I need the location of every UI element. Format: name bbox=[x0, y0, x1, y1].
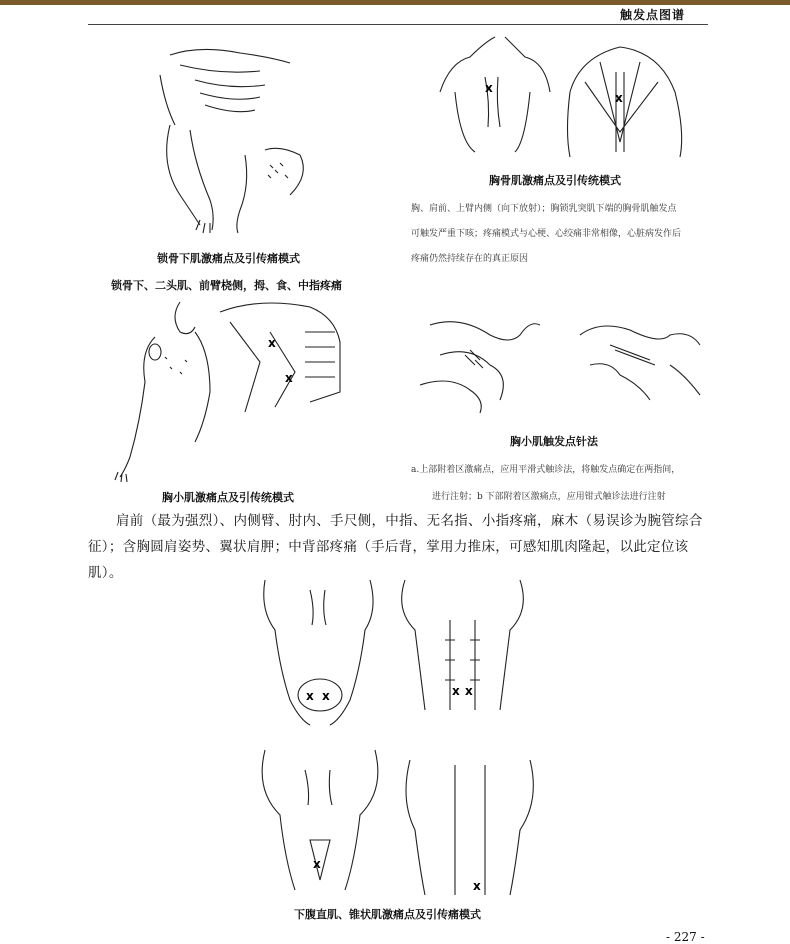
sternalis-note-line-2: 可触发严重下咳；疼痛模式与心梗、心绞痛非常相像，心脏病发作后 bbox=[411, 229, 682, 239]
figure-caption-subclavius: 锁骨下肌激痛点及引传痛模式 bbox=[157, 252, 300, 265]
svg-text:x: x bbox=[615, 91, 623, 105]
needling-note-line-1: a.上部附着区激痛点，应用平滑式触诊法，将触发点确定在两指间， bbox=[411, 465, 681, 475]
pectoralis-minor-needling-illustration bbox=[410, 305, 710, 415]
svg-text:x: x bbox=[465, 684, 473, 698]
svg-text:x: x bbox=[268, 336, 276, 350]
svg-text:x: x bbox=[322, 689, 330, 703]
needling-note-line-2: 进行注射；b 下部附着区激痛点，应用钳式触诊法进行注射 bbox=[432, 492, 666, 502]
figure-caption-pectoralis-minor: 胸小肌激痛点及引传统模式 bbox=[162, 491, 294, 504]
paragraph-line-2: 征）；含胸圆肩姿势、翼状肩胛；中背部疼痛（手后背，掌用力推床，可感知肌肉隆起，以此定位该肌）。 bbox=[88, 539, 689, 581]
header-rule bbox=[88, 24, 708, 25]
figure-subcaption-subclavius: 锁骨下、二头肌、前臂桡侧，拇、食、中指疼痛 bbox=[111, 279, 342, 292]
figure-caption-rectus-abdominis: 下腹直肌、锥状肌激痛点及引传痛模式 bbox=[294, 908, 481, 921]
sternalis-illustration bbox=[430, 32, 700, 162]
running-header-title: 触发点图谱 bbox=[620, 8, 686, 22]
subclavius-illustration bbox=[140, 35, 330, 235]
svg-text:x: x bbox=[473, 879, 481, 893]
pectoralis-minor-illustration bbox=[110, 292, 360, 487]
svg-text:x: x bbox=[285, 371, 293, 385]
figure-caption-needling: 胸小肌触发点针法 bbox=[510, 435, 598, 448]
svg-text:x: x bbox=[313, 857, 321, 871]
sternalis-note-line-3: 疼痛仍然持续存在的真正原因 bbox=[411, 254, 529, 264]
paragraph-line-1: 肩前（最为强烈）、内侧臂、肘内、手尺侧，中指、无名指、小指疼痛，麻木（易误诊为腕管综合 bbox=[116, 513, 703, 529]
svg-text:x: x bbox=[306, 689, 314, 703]
figure-caption-sternalis: 胸骨肌激痛点及引传统模式 bbox=[489, 174, 621, 187]
svg-text:x: x bbox=[485, 81, 493, 95]
sternalis-note-line-1: 胸、肩前、上臂内侧（向下放射）；胸锁乳突肌下端的胸骨肌触发点 bbox=[411, 204, 677, 214]
top-color-bar bbox=[0, 0, 790, 5]
svg-text:x: x bbox=[452, 684, 460, 698]
rectus-abdominis-illustration bbox=[250, 570, 550, 900]
page-number: - 227 - bbox=[666, 930, 705, 944]
